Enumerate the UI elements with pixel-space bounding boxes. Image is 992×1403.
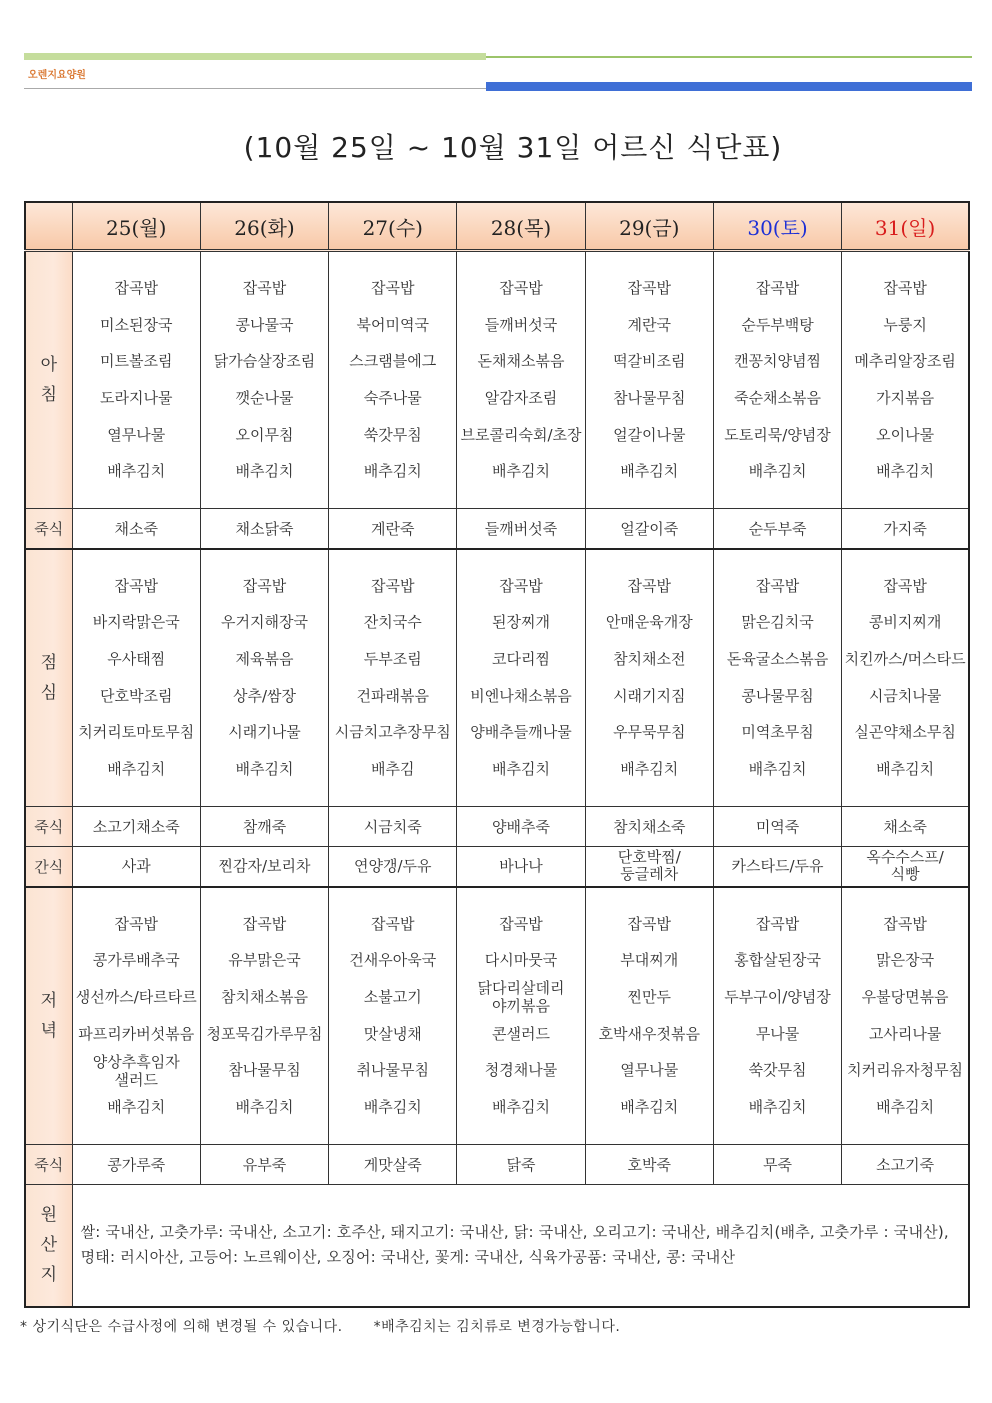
menu-item: 잔치국수 — [363, 613, 422, 632]
menu-item: 콩나물무침 — [741, 686, 814, 705]
menu-item: 두부구이/양념장 — [724, 988, 831, 1007]
breakfast-cell — [457, 251, 585, 509]
day-header: 29(금) — [585, 202, 713, 251]
menu-item: 맑은장국 — [876, 951, 935, 970]
menu-item: 캔꽁치양념찜 — [734, 352, 822, 371]
menu-item: 떡갈비조림 — [613, 352, 686, 371]
menu-item: 잡곡밥 — [627, 278, 672, 297]
menu-item: 참치채소전 — [613, 650, 686, 669]
lunch-cell — [713, 549, 841, 807]
menu-item: 브로콜리숙회/초장 — [460, 425, 582, 444]
dinner-label — [25, 887, 72, 1145]
dinner-cell — [200, 887, 328, 1145]
menu-item: 배추김치 — [235, 462, 294, 481]
menu-item: 안매운육개장 — [605, 613, 693, 632]
menu-item: 배추김치 — [748, 462, 807, 481]
label-char: 심 — [40, 682, 58, 703]
menu-item: 배추김치 — [363, 462, 422, 481]
breakfast-cell — [72, 251, 200, 509]
header-bar-blue — [486, 82, 972, 91]
menu-item: 청경채나물 — [484, 1061, 558, 1080]
menu-item: 코다리찜 — [492, 650, 550, 669]
menu-item: 콩나물국 — [235, 315, 294, 334]
menu-item: 잡곡밥 — [499, 576, 543, 595]
day-header: 26(화) — [200, 202, 328, 251]
footnote — [20, 1316, 646, 1336]
menu-item: 배추김치 — [107, 760, 166, 779]
menu-item: 배추김치 — [107, 462, 166, 481]
menu-item: 배추김치 — [876, 760, 935, 779]
menu-item: 계란국 — [627, 315, 672, 334]
menu-item: 들깨버섯국 — [484, 315, 558, 334]
day-header: 27(수) — [329, 202, 457, 251]
menu-item: 찐만두 — [627, 988, 672, 1007]
breakfast-cell — [200, 251, 328, 509]
menu-item: 우거지해장국 — [221, 613, 308, 632]
lunch-cell — [200, 549, 328, 807]
menu-item: 배추김치 — [620, 1098, 679, 1117]
breakfast-porridge-row — [25, 509, 969, 549]
breakfast-cell — [329, 251, 457, 509]
menu-item: 우무묵무침 — [613, 723, 686, 742]
menu-item: 시금치나물 — [868, 686, 942, 705]
menu-item: 배추김치 — [748, 1098, 807, 1117]
menu-item: 콩가루배추국 — [92, 951, 180, 970]
menu-item: 잡곡밥 — [883, 278, 927, 297]
lunch-cell — [72, 549, 200, 807]
menu-item: 잡곡밥 — [242, 914, 287, 933]
header-line-green — [486, 56, 972, 58]
menu-item: 소불고기 — [363, 988, 422, 1007]
breakfast-label — [25, 251, 72, 509]
header-bar-green — [24, 53, 486, 60]
snack-cell: 사과 — [72, 847, 200, 887]
porridge-cell: 가지죽 — [842, 509, 969, 549]
menu-item: 실곤약채소무침 — [854, 723, 956, 742]
menu-item: 건새우아욱국 — [349, 951, 437, 970]
snack-cell: 바나나 — [457, 847, 585, 887]
menu-item: 된장찌개 — [492, 613, 550, 632]
menu-item: 순두부백탕 — [741, 315, 814, 334]
snack-row — [25, 847, 969, 887]
menu-item: 미트볼조림 — [100, 352, 173, 371]
label-char: 침 — [40, 385, 58, 405]
menu-item: 오이무침 — [235, 425, 294, 444]
porridge-cell: 콩가루죽 — [72, 1145, 200, 1185]
menu-item: 오이나물 — [876, 425, 935, 444]
porridge-cell: 순두부죽 — [713, 509, 841, 549]
menu-item: 숙주나물 — [363, 389, 422, 407]
dinner-porridge-row — [25, 1145, 969, 1185]
porridge-cell: 참깨죽 — [200, 807, 328, 847]
porridge-cell: 닭죽 — [457, 1145, 585, 1185]
menu-item: 유부맑은국 — [228, 951, 301, 970]
dinner-cell — [842, 887, 969, 1145]
menu-item: 열무나물 — [107, 425, 166, 444]
snack-label: 간식 — [25, 847, 72, 887]
snack-cell: 카스타드/두유 — [713, 847, 841, 887]
dinner-cell — [713, 887, 841, 1145]
menu-item: 잡곡밥 — [114, 914, 158, 933]
porridge-cell: 채소닭죽 — [200, 509, 328, 549]
menu-item: 잡곡밥 — [242, 576, 287, 595]
snack-cell: 찐감자/보리차 — [200, 847, 328, 887]
menu-item: 시래기지짐 — [613, 686, 686, 705]
menu-item: 취나물무침 — [356, 1061, 429, 1080]
menu-item: 제육볶음 — [235, 650, 294, 669]
menu-item: 잡곡밥 — [114, 278, 158, 297]
lunch-cell — [329, 549, 457, 807]
porridge-cell: 소고기죽 — [842, 1145, 969, 1185]
menu-item: 북어미역국 — [356, 315, 429, 334]
menu-item: 고사리나물 — [868, 1024, 942, 1043]
dinner-cell — [457, 887, 585, 1145]
menu-item: 두부조림 — [363, 650, 422, 669]
lunch-cell — [457, 549, 585, 807]
label-char: 원 — [40, 1205, 58, 1226]
menu-item: 메추리알장조림 — [854, 352, 956, 371]
porridge-cell: 게맛살죽 — [329, 1145, 457, 1185]
day-header-sunday: 31(일) — [842, 202, 969, 251]
menu-item: 참치채소볶음 — [221, 988, 308, 1007]
day-header: 25(월) — [72, 202, 200, 251]
menu-item: 얼갈이나물 — [613, 425, 686, 444]
menu-item: 배추김치 — [235, 1098, 294, 1117]
menu-item: 잡곡밥 — [627, 914, 672, 933]
menu-item: 배추김치 — [492, 760, 550, 779]
snack-cell: 단호박찜/ 둥글레차 — [585, 847, 713, 887]
origin-text: 쌀: 국내산, 고춧가루: 국내산, 소고기: 호주산, 돼지고기: 국내산, 닭: 국내산, 오리고기: 국내산, 배추김치(배추, 고춧가루 : 국내산), 명태: 러시아산, 고등어: 노르웨이산, 오징어: 국내산, 꽃게: 국내산, 식육가공품: 국내산, 콩: 국내산 — [72, 1185, 969, 1307]
menu-item: 다시마뭇국 — [484, 951, 558, 970]
menu-item: 치커리토마토무침 — [78, 723, 195, 742]
page-title: (10월 25일 ~ 10월 31일 어르신 식단표) — [243, 131, 783, 164]
menu-item: 청포묵김가루무침 — [206, 1024, 323, 1043]
menu-item: 잡곡밥 — [371, 576, 415, 595]
porridge-cell: 계란죽 — [329, 509, 457, 549]
label-char: 저 — [40, 990, 58, 1011]
lunch-cell — [842, 549, 969, 807]
porridge-cell: 채소죽 — [842, 807, 969, 847]
menu-item: 홍합살된장국 — [734, 951, 822, 970]
menu-item: 잡곡밥 — [883, 914, 927, 933]
menu-item: 배추김치 — [748, 760, 807, 779]
menu-item: 콘샐러드 — [492, 1024, 550, 1043]
porridge-label: 죽식 — [25, 1145, 72, 1185]
menu-item: 바지락맑은국 — [92, 613, 180, 632]
lunch-row — [25, 549, 969, 807]
menu-item: 깻순나물 — [235, 389, 294, 407]
menu-item: 도라지나물 — [100, 389, 173, 407]
menu-item: 배추김치 — [235, 760, 294, 779]
porridge-cell: 소고기채소죽 — [72, 807, 200, 847]
menu-item: 돈육굴소스볶음 — [726, 650, 829, 669]
day-header: 28(목) — [457, 202, 585, 251]
menu-item: 배추김치 — [363, 1098, 422, 1117]
label-char: 산 — [40, 1235, 58, 1256]
porridge-label: 죽식 — [25, 509, 72, 549]
menu-item: 알감자조림 — [484, 389, 558, 407]
porridge-label: 죽식 — [25, 807, 72, 847]
breakfast-cell — [713, 251, 841, 509]
menu-item: 배추김치 — [107, 1098, 166, 1117]
breakfast-cell — [842, 251, 969, 509]
day-header-row — [25, 202, 969, 251]
label-char: 점 — [40, 652, 58, 673]
porridge-cell: 미역죽 — [713, 807, 841, 847]
menu-item: 파프리카버섯볶음 — [78, 1024, 195, 1043]
lunch-porridge-row — [25, 807, 969, 847]
menu-item: 죽순채소볶음 — [734, 389, 822, 407]
menu-item: 배추김치 — [876, 1098, 935, 1117]
menu-item: 쑥갓무침 — [748, 1061, 807, 1080]
menu-item: 가지볶음 — [876, 389, 935, 407]
menu-item: 콩비지찌개 — [868, 613, 942, 632]
lunch-cell — [585, 549, 713, 807]
dinner-cell — [72, 887, 200, 1145]
menu-item: 쑥갓무침 — [363, 425, 422, 444]
lunch-label — [25, 549, 72, 807]
menu-item: 배추김 — [371, 760, 415, 779]
breakfast-row — [25, 251, 969, 509]
menu-item: 치킨까스/머스타드 — [844, 650, 966, 669]
menu-item: 돈채채소볶음 — [477, 352, 565, 371]
porridge-cell: 양배추죽 — [457, 807, 585, 847]
org-name: 오렌지요양원 — [28, 70, 86, 81]
label-char: 아 — [40, 355, 58, 375]
menu-item: 비엔나채소볶음 — [470, 686, 572, 705]
menu-item: 잡곡밥 — [883, 576, 927, 595]
porridge-cell: 시금치죽 — [329, 807, 457, 847]
menu-item: 미소된장국 — [100, 315, 173, 334]
menu-item: 무나물 — [755, 1024, 800, 1043]
menu-item: 도토리묵/양념장 — [724, 425, 831, 444]
menu-item: 생선까스/타르타르 — [75, 988, 197, 1007]
menu-item: 참나물무침 — [613, 389, 686, 407]
header-line-gray — [24, 88, 486, 89]
porridge-cell: 유부죽 — [200, 1145, 328, 1185]
menu-item: 건파래볶음 — [356, 686, 429, 705]
footnote-change: * 상기식단은 수급사정에 의해 변경될 수 있습니다. — [20, 1319, 343, 1335]
menu-item: 우불당면볶음 — [861, 988, 949, 1007]
header-corner — [25, 202, 72, 251]
menu-item: 잡곡밥 — [755, 278, 800, 297]
porridge-cell: 들깨버섯죽 — [457, 509, 585, 549]
porridge-cell: 무죽 — [713, 1145, 841, 1185]
breakfast-cell — [585, 251, 713, 509]
menu-item: 누룽지 — [883, 315, 927, 334]
menu-item: 단호박조림 — [100, 686, 173, 705]
menu-item: 양상추흑임자 샐러드 — [92, 1052, 180, 1089]
menu-item: 참나물무침 — [228, 1061, 301, 1080]
menu-item: 시래기나물 — [228, 723, 301, 742]
menu-item: 잡곡밥 — [371, 914, 415, 933]
menu-item: 맛살냉채 — [363, 1024, 422, 1043]
menu-item: 잡곡밥 — [627, 576, 672, 595]
origin-label — [25, 1185, 72, 1307]
dinner-cell — [585, 887, 713, 1145]
menu-item: 잡곡밥 — [755, 576, 800, 595]
snack-cell: 연양갱/두유 — [329, 847, 457, 887]
menu-item: 시금치고추장무침 — [334, 723, 451, 742]
menu-item: 배추김치 — [620, 760, 679, 779]
menu-item: 잡곡밥 — [499, 278, 543, 297]
day-header-saturday: 30(토) — [713, 202, 841, 251]
menu-item: 배추김치 — [492, 462, 550, 481]
menu-item: 열무나물 — [620, 1061, 679, 1080]
porridge-cell: 얼갈이죽 — [585, 509, 713, 549]
menu-item: 스크램블에그 — [349, 352, 437, 371]
menu-item: 부대찌개 — [620, 951, 679, 970]
menu-table — [24, 201, 970, 1308]
porridge-cell: 채소죽 — [72, 509, 200, 549]
menu-item: 닭다리살데리 야끼볶음 — [477, 979, 565, 1016]
menu-item: 맑은김치국 — [741, 613, 814, 632]
menu-item: 배추김치 — [492, 1098, 550, 1117]
dinner-row — [25, 887, 969, 1145]
menu-item: 우사태찜 — [107, 650, 166, 669]
snack-cell: 옥수수스프/ 식빵 — [842, 847, 969, 887]
porridge-cell: 호박죽 — [585, 1145, 713, 1185]
menu-item: 배추김치 — [876, 462, 935, 481]
menu-item: 양배추들깨나물 — [470, 723, 572, 742]
menu-item: 호박새우젓볶음 — [598, 1024, 700, 1043]
menu-item: 잡곡밥 — [242, 278, 287, 297]
menu-item: 닭가슴살장조림 — [213, 352, 316, 371]
label-char: 녁 — [40, 1020, 58, 1041]
menu-item: 상추/쌈장 — [232, 686, 296, 705]
footnote-kimchi: *배추김치는 김치류로 변경가능합니다. — [373, 1319, 621, 1335]
menu-item: 잡곡밥 — [499, 914, 543, 933]
origin-row — [25, 1185, 969, 1307]
menu-item: 배추김치 — [620, 462, 679, 481]
porridge-cell: 참치채소죽 — [585, 807, 713, 847]
menu-item: 미역초무침 — [741, 723, 814, 742]
label-char: 지 — [40, 1265, 58, 1286]
menu-item: 잡곡밥 — [114, 576, 158, 595]
menu-item: 치커리유자청무침 — [847, 1061, 964, 1080]
menu-item: 잡곡밥 — [755, 914, 800, 933]
dinner-cell — [329, 887, 457, 1145]
menu-item: 잡곡밥 — [371, 278, 415, 297]
